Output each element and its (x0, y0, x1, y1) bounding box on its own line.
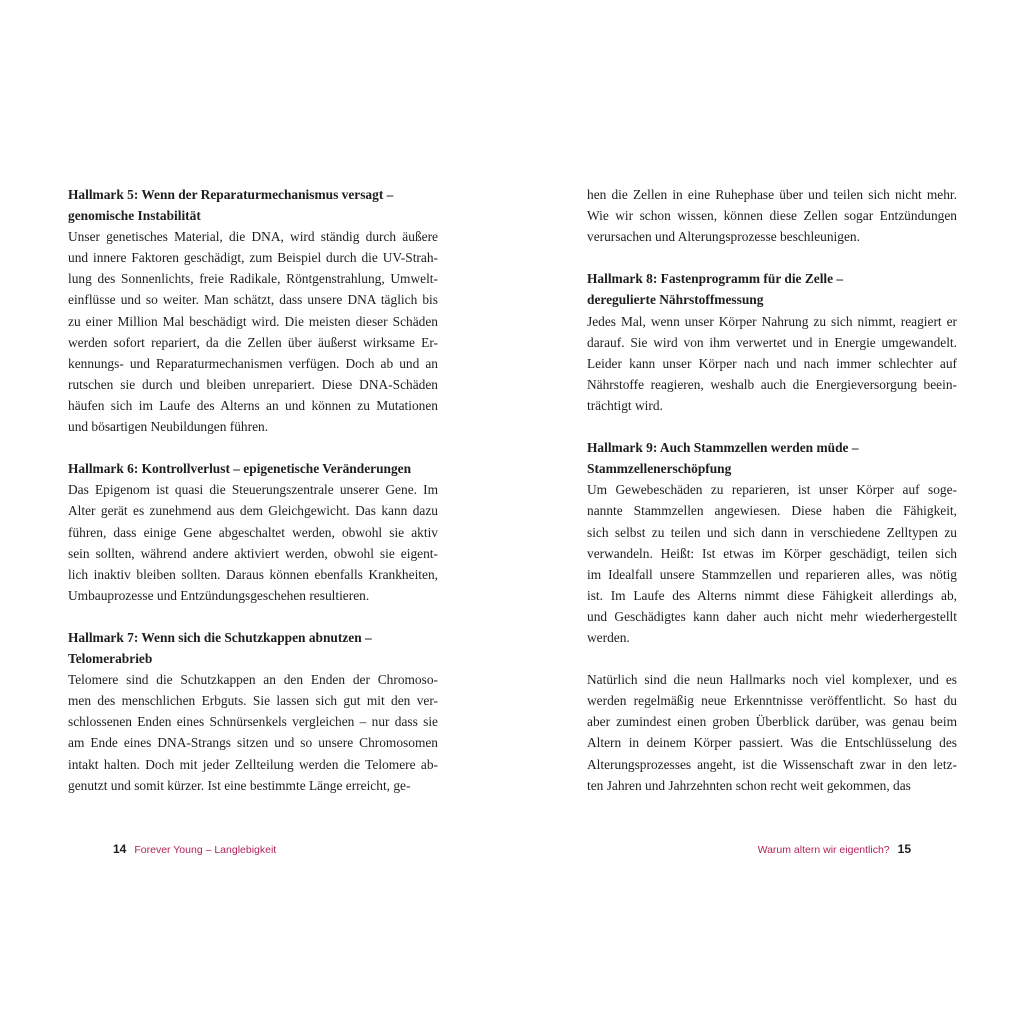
body-line: und innere Faktoren geschädigt, zum Beispiel durch die UV-Strah- (68, 250, 438, 266)
body-line: ten Jahren und Jahrzehnten schon recht weit gekommen, das (587, 777, 911, 793)
page-number-left: 14 (113, 842, 127, 856)
body-line: genutzt und somit kürzer. Ist eine bestimmte Länge erreicht, ge- (68, 777, 411, 793)
body-line: werden sofort repariert, da die Zellen über äußerst wirksame Er- (68, 334, 438, 350)
heading-line: Hallmark 5: Wenn der Reparaturmechanismus versagt – (68, 187, 394, 202)
body-paragraph (68, 226, 438, 437)
running-title-left: Forever Young – Langlebigkeit (134, 844, 277, 856)
body-line: ist. Im Laufe des Alterns nimmt diese Fähigkeit allerdings ab, (587, 587, 957, 603)
section-block (587, 437, 957, 648)
body-paragraph (587, 311, 957, 416)
body-line: werden. (587, 629, 630, 645)
body-line: Jedes Mal, wenn unser Körper Nahrung zu sich nimmt, reagiert er (587, 313, 957, 329)
body-line: und Geschädigtes kann daher auch nicht mehr wiederhergestellt (587, 608, 957, 624)
body-paragraph (587, 669, 957, 796)
body-line: Natürlich sind die neun Hallmarks noch viel komplexer, und es (587, 672, 957, 688)
body-line: zu einer Million Mal beschädigt wird. Die meisten dieser Schäden (68, 313, 438, 329)
body-line: verursachen und Alterungsprozesse beschleunigen. (587, 229, 860, 245)
heading-line: Hallmark 9: Auch Stammzellen werden müde – (587, 440, 859, 456)
section-heading (68, 184, 438, 226)
body-line: und bösartigen Neubildungen führen. (68, 419, 269, 435)
section-heading (587, 437, 957, 479)
body-line: Das Epigenom ist quasi die Steuerungszentrale unserer Gene. Im (68, 482, 438, 498)
body-line: Um Gewebeschäden zu reparieren, ist unser Körper auf soge- (587, 482, 957, 498)
section-heading (68, 627, 438, 669)
body-line: Wie wir schon wissen, können diese Zellen sogar Entzündungen (587, 208, 957, 224)
heading-line: Hallmark 8: Fastenprogramm für die Zelle – (587, 271, 844, 287)
body-line: häufen sich im Laufe des Alterns an und können zu Mutationen (68, 397, 438, 413)
body-line: darauf. Sie wird von ihm verwertet und in Energie umgewandelt. (587, 334, 957, 350)
body-line: führen, dass einige Gene abgeschaltet werden, obwohl sie aktiv (68, 524, 438, 540)
body-paragraph (587, 479, 957, 648)
body-line: men des menschlichen Erbguts. Sie lassen sich gut mit den ver- (68, 693, 438, 709)
body-line: intakt halten. Doch mit jeder Zellteilung werden die Telomere ab- (68, 756, 438, 772)
heading-line: deregulierte Nährstoffmessung (587, 292, 764, 308)
section-block (68, 458, 438, 606)
section-block (587, 669, 957, 796)
body-line: einflüsse und so weiter. Man schätzt, dass unsere DNA täglich bis (68, 292, 438, 308)
body-line: nannte Stammzellen angewiesen. Diese haben die Fähigkeit, (587, 503, 957, 519)
section-block (68, 184, 438, 437)
body-line: kennungs- und Reparaturmechanismen verfügen. Doch ab und an (68, 355, 438, 371)
body-line: werden regelmäßig neue Erkenntnisse veröffentlicht. So hast du (587, 693, 957, 709)
body-paragraph (587, 184, 957, 247)
body-paragraph (68, 479, 438, 606)
body-line: sein sollten, während andere aktiviert werden, obwohl sie eigent- (68, 545, 438, 561)
section-heading (68, 458, 438, 479)
heading-line: genomische Instabilität (68, 208, 201, 224)
page-number-right: 15 (897, 842, 911, 856)
right-page-column (587, 184, 957, 796)
body-line: Alter gerät es zunehmend aus dem Gleichgewicht. Das kann dazu (68, 503, 438, 519)
heading-line: Hallmark 6: Kontrollverlust – epigenetische Veränderungen (68, 461, 412, 477)
body-line: lung des Sonnenlichts, freie Radikale, Röntgenstrahlung, Umwelt- (68, 271, 438, 287)
body-line: verwandeln. Heißt: Ist etwas im Körper geschädigt, teilen sich (587, 545, 957, 561)
heading-line: Telomerabrieb (68, 651, 153, 667)
body-line: schlossenen Enden eines Schnürsenkels vergleichen – nur dass sie (68, 714, 438, 730)
body-line: Umbauprozesse und Entzündungsgeschehen resultieren. (68, 587, 370, 603)
body-line: Nährstoffe reagieren, weshalb auch die Energieversorgung beein- (587, 376, 957, 392)
section-block (587, 184, 957, 247)
body-line: trächtigt wird. (587, 397, 663, 413)
section-block (68, 627, 438, 796)
body-line: lich inaktiv bleiben sollten. Daraus können ebenfalls Krankheiten, (68, 566, 438, 582)
body-line: Alterungsprozesses angeht, ist die Wissenschaft zwar in den letz- (587, 756, 957, 772)
heading-line: Stammzellenerschöpfung (587, 461, 732, 477)
left-page-footer (113, 842, 276, 857)
body-line: Altern in deinem Körper passiert. Was die Entschlüsselung des (587, 735, 957, 751)
heading-line: Hallmark 7: Wenn sich die Schutzkappen abnutzen – (68, 629, 372, 645)
body-line: rutschen sie durch und bleiben unrepariert. Diese DNA-Schäden (68, 376, 438, 392)
body-paragraph (68, 669, 438, 796)
section-block (587, 268, 957, 416)
body-line: aber zumindest einen groben Überblick darüber, was genau beim (587, 714, 957, 730)
body-line: im Idealfall unsere Stammzellen und reparieren alles, was nötig (587, 566, 957, 582)
body-line: sich selbst zu teilen und sich dann in verschiedene Zelltypen zu (587, 524, 957, 540)
body-line: Leider kann unser Körper nach und nach immer schlechter auf (587, 355, 957, 371)
running-title-right: Warum altern wir eigentlich? (757, 844, 890, 856)
section-heading (587, 268, 957, 310)
left-page-column (68, 184, 438, 796)
body-line: Telomere sind die Schutzkappen an den Enden der Chromoso- (68, 672, 438, 688)
body-line: hen die Zellen in eine Ruhephase über und teilen sich nicht mehr. (587, 187, 957, 202)
body-line: am Ende eines DNA-Strangs sitzen und so unsere Chromosomen (68, 735, 438, 751)
right-page-footer (758, 842, 911, 857)
body-line: Unser genetisches Material, die DNA, wird ständig durch äußere (68, 229, 438, 245)
